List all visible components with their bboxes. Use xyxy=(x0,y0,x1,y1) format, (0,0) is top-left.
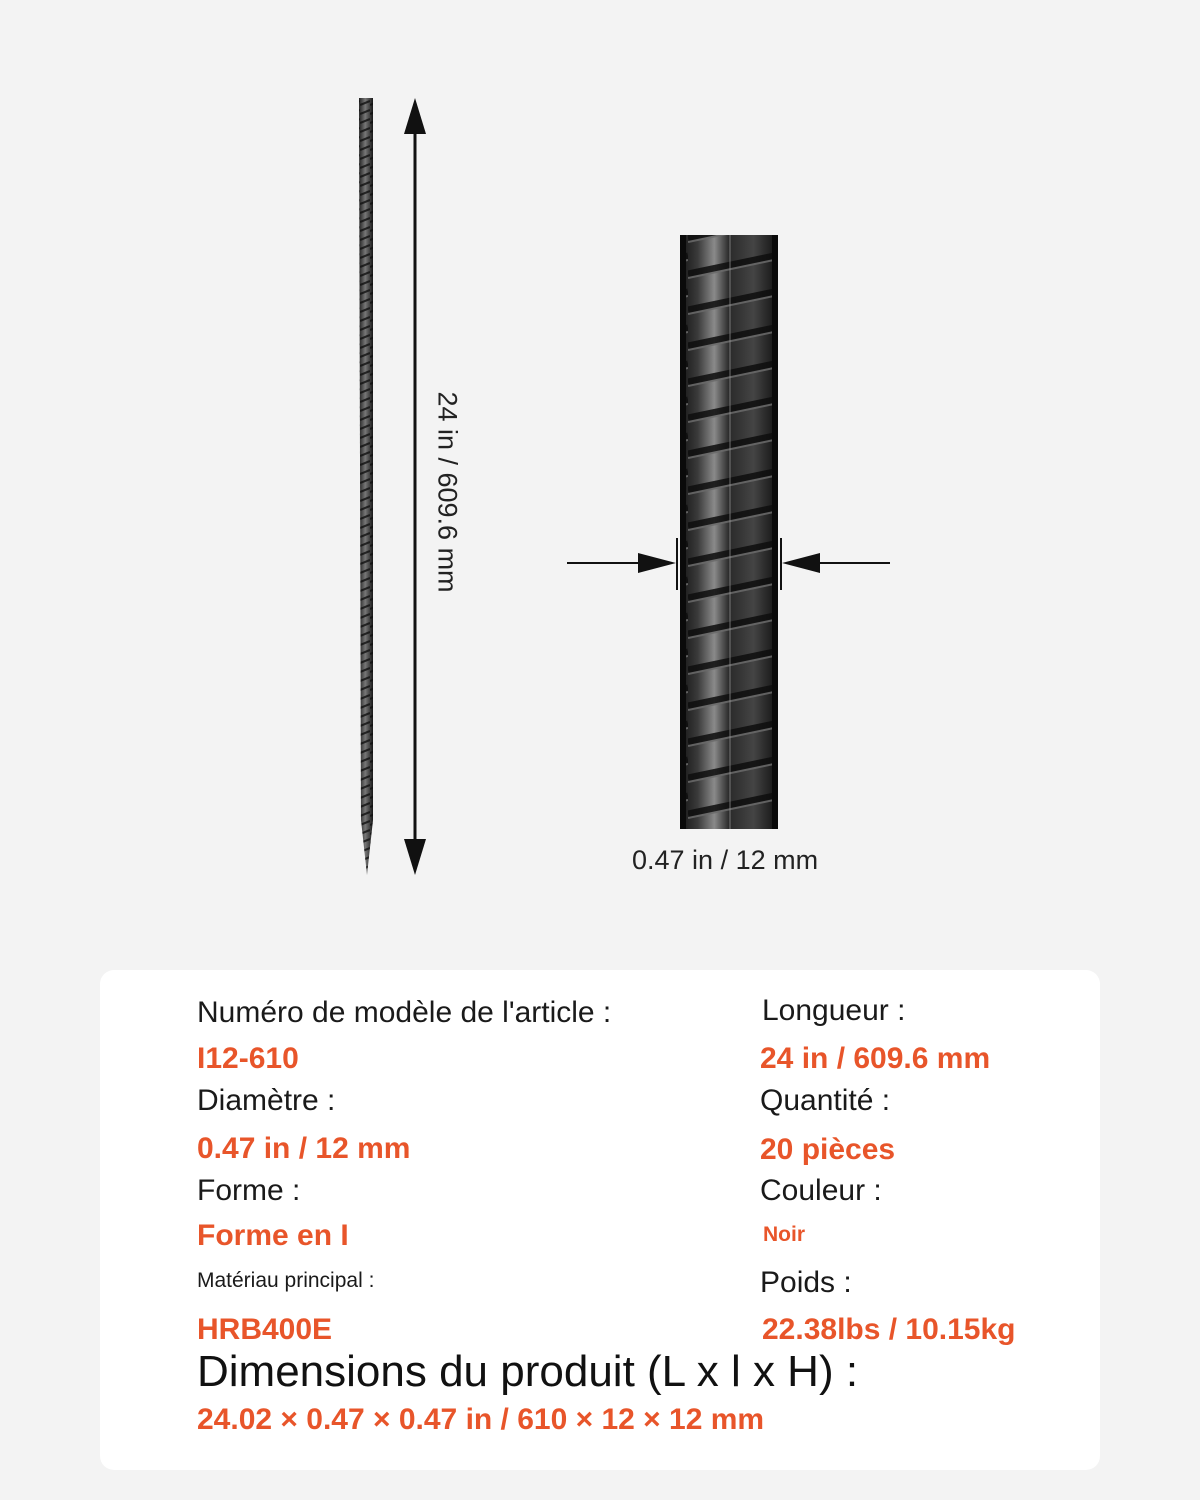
dimensions-label: Dimensions du produit (L x l x H) : xyxy=(197,1347,859,1396)
material-label: Matériau principal : xyxy=(197,1269,375,1292)
length-label: Longueur : xyxy=(762,994,906,1027)
material-value: HRB400E xyxy=(197,1313,333,1346)
rebar-full-view xyxy=(359,98,373,875)
length-dimension-label: 24 in / 609.6 mm xyxy=(432,391,463,593)
shape-value: Forme en I xyxy=(197,1219,349,1252)
diameter-dimension-label: 0.47 in / 12 mm xyxy=(632,845,819,875)
weight-value: 22.38lbs / 10.15kg xyxy=(762,1313,1016,1346)
dimensions-value: 24.02 × 0.47 × 0.47 in / 610 × 12 × 12 mm xyxy=(197,1403,765,1436)
color-value: Noir xyxy=(763,1223,805,1246)
spec-card xyxy=(100,970,1100,1470)
rebar-closeup xyxy=(680,235,778,829)
length-dimension-arrow xyxy=(404,98,426,875)
quantity-label: Quantité : xyxy=(760,1084,891,1117)
diameter-value: 0.47 in / 12 mm xyxy=(197,1132,411,1165)
model-label: Numéro de modèle de l'article : xyxy=(197,996,612,1029)
length-value: 24 in / 609.6 mm xyxy=(760,1042,991,1075)
color-label: Couleur : xyxy=(760,1174,882,1207)
diameter-label: Diamètre : xyxy=(197,1084,336,1117)
weight-label: Poids : xyxy=(760,1266,852,1299)
model-value: I12-610 xyxy=(197,1042,299,1075)
shape-label: Forme : xyxy=(197,1174,301,1207)
quantity-value: 20 pièces xyxy=(760,1133,896,1166)
